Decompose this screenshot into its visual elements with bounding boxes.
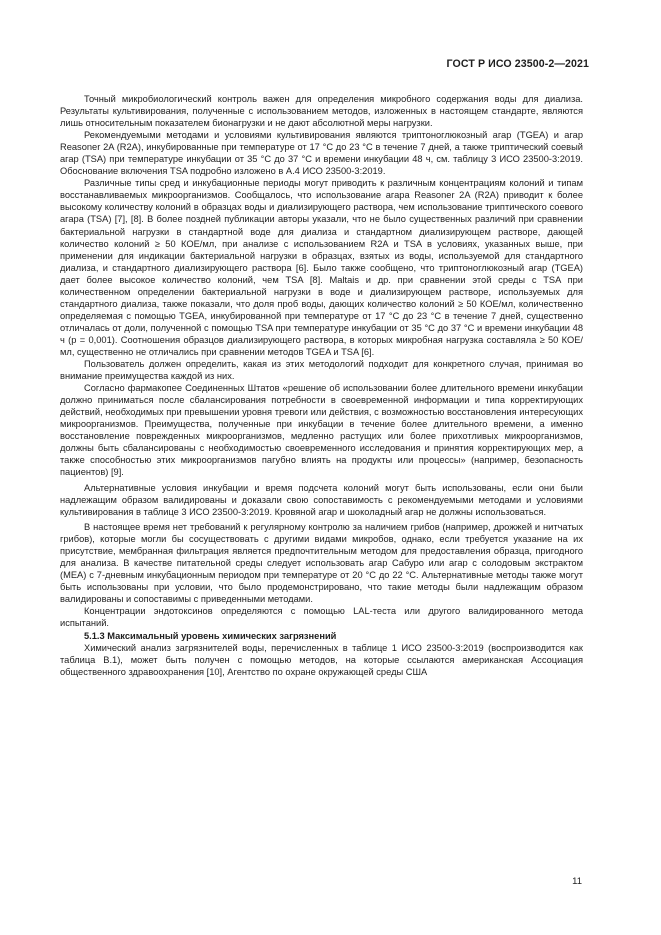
- page-number: 11: [572, 876, 582, 887]
- paragraph-media-comparison: Различные типы сред и инкубационные периоды могут приводить к различным концентрациям колоний и типам восстанавливаемых микроорганизмов. Сообщалось, что использование агара Reasoner 2A (R2A) приводит к более высокому количеству колоний в образцах воды и диализирующего раствора, чем использование триптического соевого агара (TSA) [7], [8]. В более поздней публикации авторы указали, что не было существенных различий при сравнении бактериальной нагрузки в стандартной воде для диализа и стандартном диализирующем растворе, дающей количество колоний ≥ 50 КОЕ/мл, при анализе с использованием R2A и TSA в условиях, указанных выше, при применении для индикации бактериальной нагрузки в образцах, взятых из воды, используемой для стандартного диализа, и стандартного диализирующего раствора [6]. Было также сообщено, что триптоноглюкозный агар (TGEA) дает более высокое количество колоний, чем TSA [8]. Maltais и др. при сравнении этой среды с TSA при количественном определении бактериальной нагрузки в воде и диализирующем растворе, используемых для стандартного диализа, также показали, что доля проб воды, дающих количество колоний ≥ 50 КОЕ/мл, количественно определяемая с помощью TGEA, инкубированной при температуре от 17 °C до 23 °C в течение 7 дней, существенно отличалась от доли, полученной с помощью TSA при температуре инкубации от 35 °C до 37 °C и времени инкубации 48 ч (p = 0,001). Соотношения образцов диализирующего раствора, в которых микробная нагрузка составляла ≥ 50 КОЕ/мл, существенно не отличались при сравнении методов TGEA и TSA [6].: [60, 178, 583, 357]
- document-header: ГОСТ Р ИСО 23500-2—2021: [446, 58, 589, 70]
- section-heading: 5.1.3 Максимальный уровень химических загрязнений: [84, 631, 337, 642]
- paragraph-user-choice: Пользователь должен определить, какая из этих методологий подходит для конкретного случая, принимая во внимание преимущества каждой из них.: [60, 359, 583, 382]
- paragraph-endotoxins: Концентрации эндотоксинов определяются с помощью LAL-теста или другого валидированного метода испытаний.: [60, 605, 583, 629]
- paragraph-recommended-methods: Рекомендуемыми методами и условиями культивирования являются триптоноглюкозный агар (TGEA) и агар Reasoner 2A (R2A), инкубированные при температуре от 17 °C до 23 °C в течение 7 дней, а также триптический соевый агар (TSA) при температуре инкубации от 35 °C до 37 °C и времени инкубации 48 ч, см. таблицу 3 ИСО 23500-3:2019. Обоснование включения TSA подробно изложено в А.4 ИСО 23500-3:2019.: [60, 130, 583, 177]
- paragraph-intro: Точный микробиологический контроль важен для определения микробного содержания воды для диализа. Результаты культивирования, полученные с использованием методов, изложенных в настоящем стандарте, являются лишь относительным показателем бионагрузки и не дают абсолютной меры нагрузки.: [60, 94, 583, 129]
- paragraph-pharmacopeia: Согласно фармакопее Соединенных Штатов «решение об использовании более длительного времени инкубации должно приниматься после сбалансирования потребности в своевременной информации и типа корректирующих действий, необходимых при превышении уровня тревоги или действия, с возможностью восстановления интересующих микроорганизмов. Преимущества, полученные при инкубации в течение более длительного времени, а именно восстановление поврежденных микроорганизмов, медленно растущих или более прихотливых микроорганизмов, должны быть сбалансированы с необходимостью своевременного исследования и принятия корректирующих мер, а также способностью этих микроорганизмов пагубно влиять на продукты или процессы» (например, безопасность пациентов) [9].: [60, 383, 583, 478]
- page-body: [60, 93, 583, 678]
- paragraph-chemical-analysis: Химический анализ загрязнителей воды, перечисленных в таблице 1 ИСО 23500-3:2019 (воспроизводится как таблица В.1), может быть получен с помощью методов, на которые ссылаются американская Ассоциация общественного здравоохранения [10], Агентство по охране окружающей среды США: [60, 643, 583, 678]
- paragraph-fungi: В настоящее время нет требований к регулярному контролю за наличием грибов (например, дрожжей и нитчатых грибов), которые могли бы сосуществовать с другими видами микробов, однако, если требуется указание на их присутствие, мембранная фильтрация является предпочтительным методом для предоставления образца, пригодного для анализа. В качестве питательной среды следует использовать агар Сабуро или агар с солодовым экстрактом (MEA) с 7-дневным инкубационным периодом при температуре от 20 °C до 22 °C. Альтернативные методы также могут быть использованы при условии, что было продемонстрировано, что такие методы были надлежащим образом валидированы и сопоставимы с приведенными методами.: [60, 521, 583, 604]
- paragraph-alternative-conditions: Альтернативные условия инкубации и время подсчета колоний могут быть использованы, если они были надлежащим образом валидированы и доказали свою сопоставимость с рекомендуемыми методами и условиями культивирования в таблице 3 ИСО 23500-3:2019. Кровяной агар и шоколадный агар не должны использоваться.: [60, 482, 583, 517]
